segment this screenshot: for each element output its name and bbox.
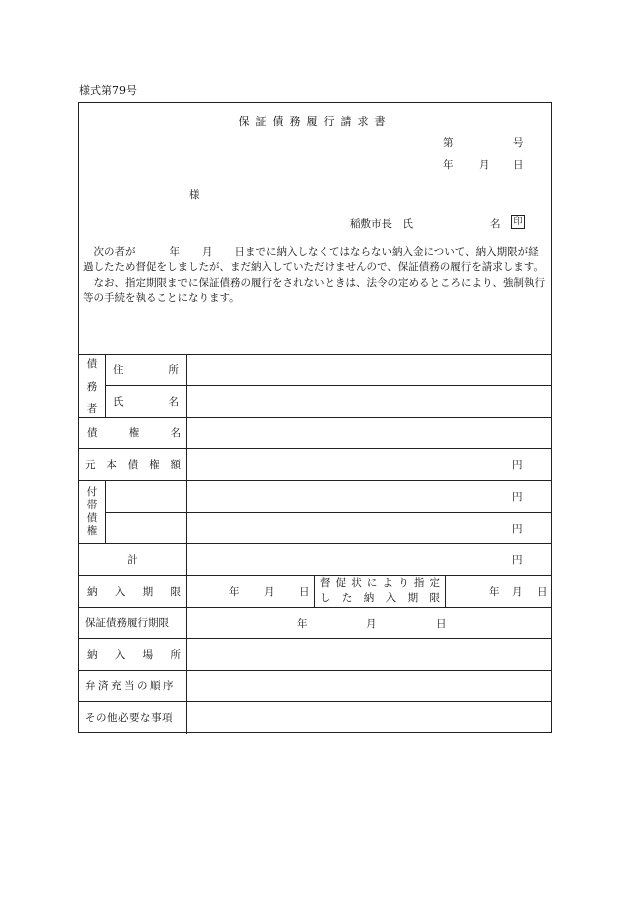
guarantee-year: 年 — [297, 618, 308, 630]
due-day: 日 — [299, 586, 310, 598]
form-number: 様式第79号 — [79, 84, 137, 97]
name-label: 氏 名 — [113, 395, 179, 408]
issuer-name-label: 名 — [490, 218, 501, 230]
allocation-label: 弁済充当の順序 — [85, 680, 176, 692]
reminder-month: 月 — [512, 586, 523, 598]
incidental-yen-1: 円 — [512, 491, 523, 503]
principal-label: 元 本 債 権 額 — [85, 458, 181, 471]
request-body — [83, 245, 547, 307]
address-label: 住 所 — [113, 364, 179, 376]
seal-mark — [511, 215, 525, 229]
reminder-day: 日 — [537, 586, 548, 598]
request-form — [78, 102, 552, 733]
principal-yen: 円 — [512, 459, 523, 471]
guarantee-day: 日 — [436, 618, 447, 630]
due-year: 年 — [229, 586, 240, 598]
debtor-label: 債 務 者 — [86, 358, 98, 415]
claim-name-label: 債 権 名 — [87, 427, 181, 439]
allocation-field[interactable] — [187, 671, 552, 700]
name-field[interactable] — [187, 386, 552, 416]
guarantee-month: 月 — [366, 618, 377, 630]
other-label: その他必要な事項 — [85, 711, 173, 724]
address-field[interactable] — [187, 355, 552, 385]
issuer: 稲敷市長 氏 — [350, 218, 413, 230]
payment-place-label: 納 入 場 所 — [87, 648, 181, 661]
total-label: 計 — [127, 553, 138, 566]
incidental-yen-2: 円 — [512, 523, 523, 535]
due-month: 月 — [264, 586, 275, 598]
due-label: 納 入 期 限 — [87, 585, 181, 598]
incidental-label: 付 帯 債 権 — [86, 486, 98, 537]
number-label-dai: 第 — [443, 137, 454, 149]
issue-day: 日 — [513, 159, 524, 171]
issue-month: 月 — [479, 159, 490, 171]
document-title: 保証債務履行請求書 — [238, 115, 392, 128]
total-yen: 円 — [512, 554, 523, 566]
seal-icon: 印 — [511, 215, 525, 229]
paragraph-1: 次の者が 年 月 日までに納入しなくてはならない納入金について、納入期限が経過したため督促をしましたが、まだ納入していただけませんので、保証債務の履行を請求します。 — [83, 246, 544, 274]
claim-name-field[interactable] — [187, 418, 552, 448]
payment-place-field[interactable] — [187, 639, 552, 669]
reminder-year: 年 — [489, 586, 500, 598]
issue-year: 年 — [443, 159, 454, 171]
addressee-suffix: 様 — [189, 189, 200, 201]
guarantee-due-label: 保証債務履行期限 — [85, 617, 169, 629]
reminder-due-label: 督 促 状 に よ り 指 定 し た 納 入 期 限 — [320, 577, 440, 604]
paragraph-2: なお、指定期限までに保証債務の履行をされないときは、法令の定めるところにより、強制執行等の手続を執ることになります。 — [83, 276, 545, 305]
other-field[interactable] — [187, 702, 552, 732]
number-label-go: 号 — [513, 137, 524, 149]
